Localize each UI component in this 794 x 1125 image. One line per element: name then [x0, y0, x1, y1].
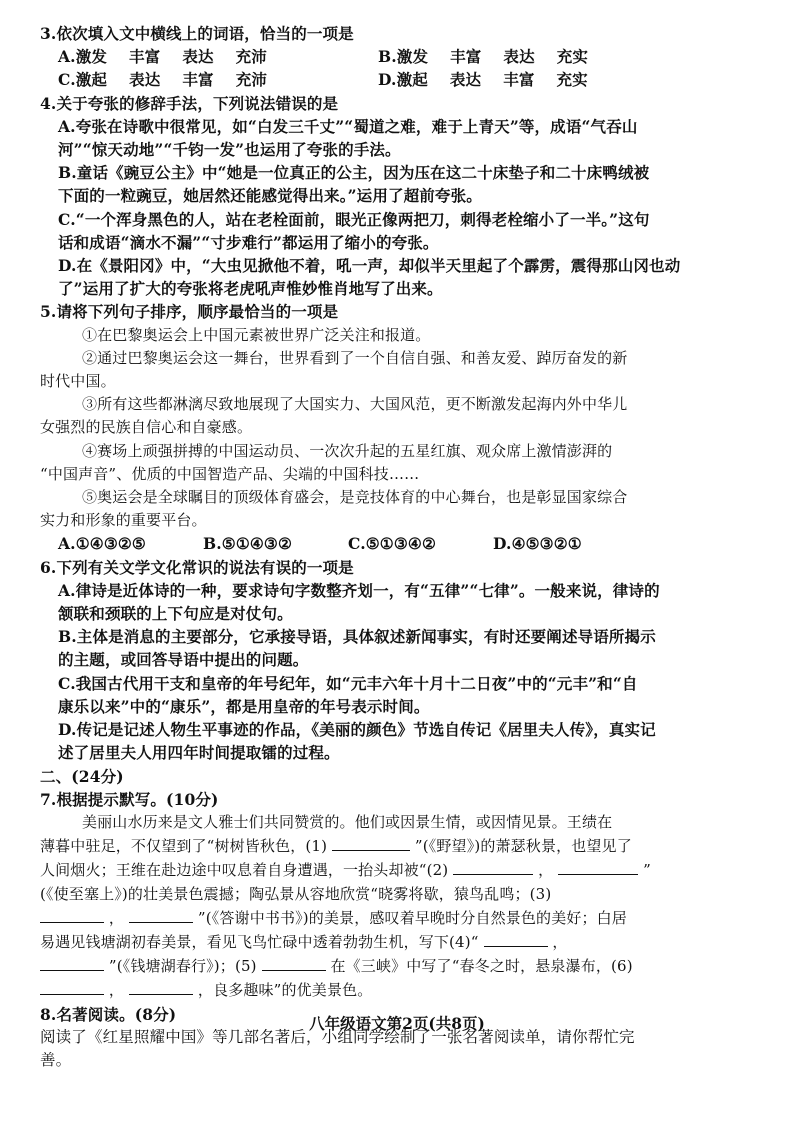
- q7-blank-4b[interactable]: [40, 954, 104, 971]
- q4-d-line1: D.在《景阳冈》中，“大虫见掀他不着，吼一声，却似半天里起了个霹雳，震得那山冈也动: [58, 256, 681, 276]
- q3-stem: 3.依次填入文中横线上的词语，恰当的一项是: [40, 24, 354, 43]
- q6-c-line2: 康乐以来”中的“康乐”，都是用皇帝的年号表示时间。: [58, 696, 430, 716]
- q7-l3b: ，: [538, 861, 554, 880]
- q5-option-b: B.⑤①④③②: [203, 534, 293, 554]
- q7-line-7: [40, 954, 756, 978]
- q7-blank-3a[interactable]: [40, 906, 104, 923]
- q5-option-c: C.⑤①③④②: [348, 534, 436, 554]
- q6-c-line1: C.我国古代用干支和皇帝的年号纪年，如“元丰六年十月十二日夜”中的“元丰”和“自: [58, 673, 638, 693]
- q7-line-4: (《使至塞上》)的壮美景色震撼；陶弘景从容地欣赏“晓雾将歇，猿鸟乱鸣；(3): [40, 884, 552, 903]
- q5-stem: 5.请将下列句子排序，顺序最恰当的一项是: [40, 302, 339, 322]
- q4-d-line2: 了”运用了扩大的夸张将老虎吼声惟妙惟肖地写了出来。: [58, 279, 443, 299]
- q8-line-2: 善。: [40, 1050, 72, 1069]
- q7-blank-2a[interactable]: [453, 858, 533, 875]
- q7-l6b: ，: [552, 932, 568, 951]
- q5-options: [58, 532, 756, 555]
- q7-l3a: 人间烟火；王维在赴边途中叹息着自身遭遇，一抬头却被“(2): [40, 861, 449, 880]
- page-footer: 八年级语文第2页(共8页): [309, 1014, 485, 1033]
- q4-a-line1: A.夸张在诗歌中很常见，如“白发三千丈”“蜀道之难，难于上青天”等，成语“气吞山: [58, 116, 638, 136]
- q7-blank-4a[interactable]: [484, 930, 548, 947]
- q7-blank-6a[interactable]: [40, 978, 104, 995]
- q4-b-line2: 下面的一粒豌豆，她居然还能感觉得出来。”运用了超前夸张。: [58, 186, 482, 206]
- q7-l7a: ”(《钱塘湖春行》)；(5): [108, 957, 257, 976]
- q7-line-1: 美丽山水历来是文人雅士们共同赞赏的。他们或因景生情，或因情见景。王绩在: [82, 812, 613, 831]
- q3-a-1: 丰富: [129, 47, 161, 67]
- q5-sentence-3: ③所有这些都淋漓尽致地展现了大国实力、大国风范，更不断激发起海内外中华儿: [82, 395, 628, 414]
- q7-l5a: ，: [108, 908, 125, 927]
- q7-line-8: [40, 978, 756, 1002]
- q3-a-3: 充沛: [235, 47, 267, 67]
- q3-b-2: 表达: [503, 47, 535, 67]
- q6-d-line1: D.传记是记述人物生平事迹的作品，《美丽的颜色》节选自传记《居里夫人传》，真实记: [58, 720, 656, 740]
- q3-option-b: [378, 45, 678, 68]
- q7-blank-1[interactable]: [332, 834, 410, 851]
- q3-a-0: A.激发: [58, 47, 108, 67]
- q5-option-a: A.①④③②⑤: [58, 534, 146, 554]
- q5-option-d: D.④⑤③②①: [493, 534, 582, 554]
- q3-d-0: D.激起: [378, 70, 428, 90]
- q6-a-line1: A.律诗是近体诗的一种，要求诗句字数整齐划一，有“五律”“七律”。一般来说，律诗的: [58, 580, 660, 600]
- q7-line-2: [40, 834, 756, 858]
- q5-sentence-3-cont: 女强烈的民族自信心和自豪感。: [40, 418, 253, 437]
- q7-blank-2b[interactable]: [558, 858, 638, 875]
- q4-a-line2: 河”“惊天动地”“千钧一发”也运用了夸张的手法。: [58, 140, 401, 160]
- q3-c-0: C.激起: [58, 70, 108, 90]
- q3-option-c: [58, 68, 378, 91]
- q6-a-line2: 颔联和颈联的上下句应是对仗句。: [58, 604, 293, 624]
- q3-option-d: [378, 68, 678, 91]
- q7-l2a: 薄暮中驻足，不仅望到了“树树皆秋色，(1): [40, 837, 328, 856]
- q3-a-2: 表达: [182, 47, 214, 67]
- q3-b-3: 充实: [556, 47, 589, 67]
- q3-option-a: [58, 45, 378, 68]
- q3-d-2: 丰富: [503, 70, 535, 90]
- q7-l3c: ”: [643, 861, 651, 880]
- q3-b-0: B.激发: [378, 47, 429, 67]
- q5-sentence-2-cont: 时代中国。: [40, 372, 116, 391]
- q4-c-line1: C.“一个浑身黑色的人，站在老栓面前，眼光正像两把刀，刺得老栓缩小了一半。”这句: [58, 209, 650, 229]
- q5-sentence-4-cont: “中国声音”、优质的中国智造产品、尖端的中国科技……: [40, 464, 420, 483]
- q3-options: [58, 45, 756, 91]
- q3-d-1: 表达: [449, 70, 482, 90]
- q4-stem: 4.关于夸张的修辞手法，下列说法错误的是: [40, 93, 339, 113]
- q3-c-1: 表达: [129, 70, 161, 90]
- q5-sentence-2: ②通过巴黎奥运会这一舞台，世界看到了一个自信自强、和善友爱、踔厉奋发的新: [82, 348, 628, 367]
- q8-line-1: 阅读了《红星照耀中国》等几部名著后，小组同学绘制了一张名著阅读单，请你帮忙完: [40, 1027, 635, 1046]
- q5-sentence-4: ④赛场上顽强拼搏的中国运动员、一次次升起的五星红旗、观众席上激情澎湃的: [82, 441, 613, 460]
- q4-b-line1: B.童话《豌豆公主》中“她是一位真正的公主，因为压在这二十床垫子和二十床鸭绒被: [58, 163, 650, 183]
- q6-d-line2: 述了居里夫人用四年时间提取镭的过程。: [58, 743, 340, 763]
- q7-l8b: ，良多趣味”的优美景色。: [197, 981, 373, 1000]
- q7-blank-5[interactable]: [262, 954, 326, 971]
- q3-c-2: 丰富: [182, 70, 214, 90]
- exam-content: [40, 22, 756, 1072]
- q4-c-line2: 话和成语“滴水不漏”“寸步难行”都运用了缩小的夸张。: [58, 232, 439, 252]
- section-2-heading: 二、(24分): [40, 766, 124, 786]
- q7-blank-6b[interactable]: [129, 978, 193, 995]
- q7-l7b: 在《三峡》中写了“春冬之时，悬泉瀑布，(6): [330, 957, 633, 976]
- q7-line-3: [40, 858, 756, 882]
- q5-sentence-5: ⑤奥运会是全球瞩目的顶级体育盛会，是竞技体育的中心舞台，也是彰显国家综合: [82, 488, 628, 507]
- q7-l8a: ，: [108, 981, 125, 1000]
- q7-l5b: ”(《答谢中书书》)的美景，感叹着早晚时分自然景色的美好；白居: [197, 908, 627, 927]
- q3-d-3: 充实: [556, 70, 588, 90]
- q5-sentence-5-cont: 实力和形象的重要平台。: [40, 511, 207, 530]
- q7-l2b: ”(《野望》)的萧瑟秋景，也望见了: [414, 837, 632, 856]
- q8-stem: 8.名著阅读。(8分): [40, 1004, 177, 1024]
- q5-sentence-1: ①在巴黎奥运会上中国元素被世界广泛关注和报道。: [82, 325, 431, 344]
- q7-blank-3b[interactable]: [129, 906, 193, 923]
- q7-stem: 7.根据提示默写。(10分): [40, 789, 219, 809]
- q7-l6a: 易遇见钱塘湖初春美景，看见飞鸟忙碌中透着勃勃生机，写下(4)“: [40, 932, 479, 951]
- q6-b-line1: B.主体是消息的主要部分，它承接导语，具体叙述新闻事实，有时还要阐述导语所揭示: [58, 627, 656, 647]
- q7-line-5: [40, 906, 756, 930]
- q3-c-3: 充沛: [235, 70, 267, 90]
- q6-stem: 6.下列有关文学文化常识的说法有误的一项是: [40, 557, 354, 577]
- q6-b-line2: 的主题，或回答导语中提出的问题。: [58, 650, 309, 670]
- q7-line-6: [40, 930, 756, 954]
- q3-b-1: 丰富: [450, 47, 482, 67]
